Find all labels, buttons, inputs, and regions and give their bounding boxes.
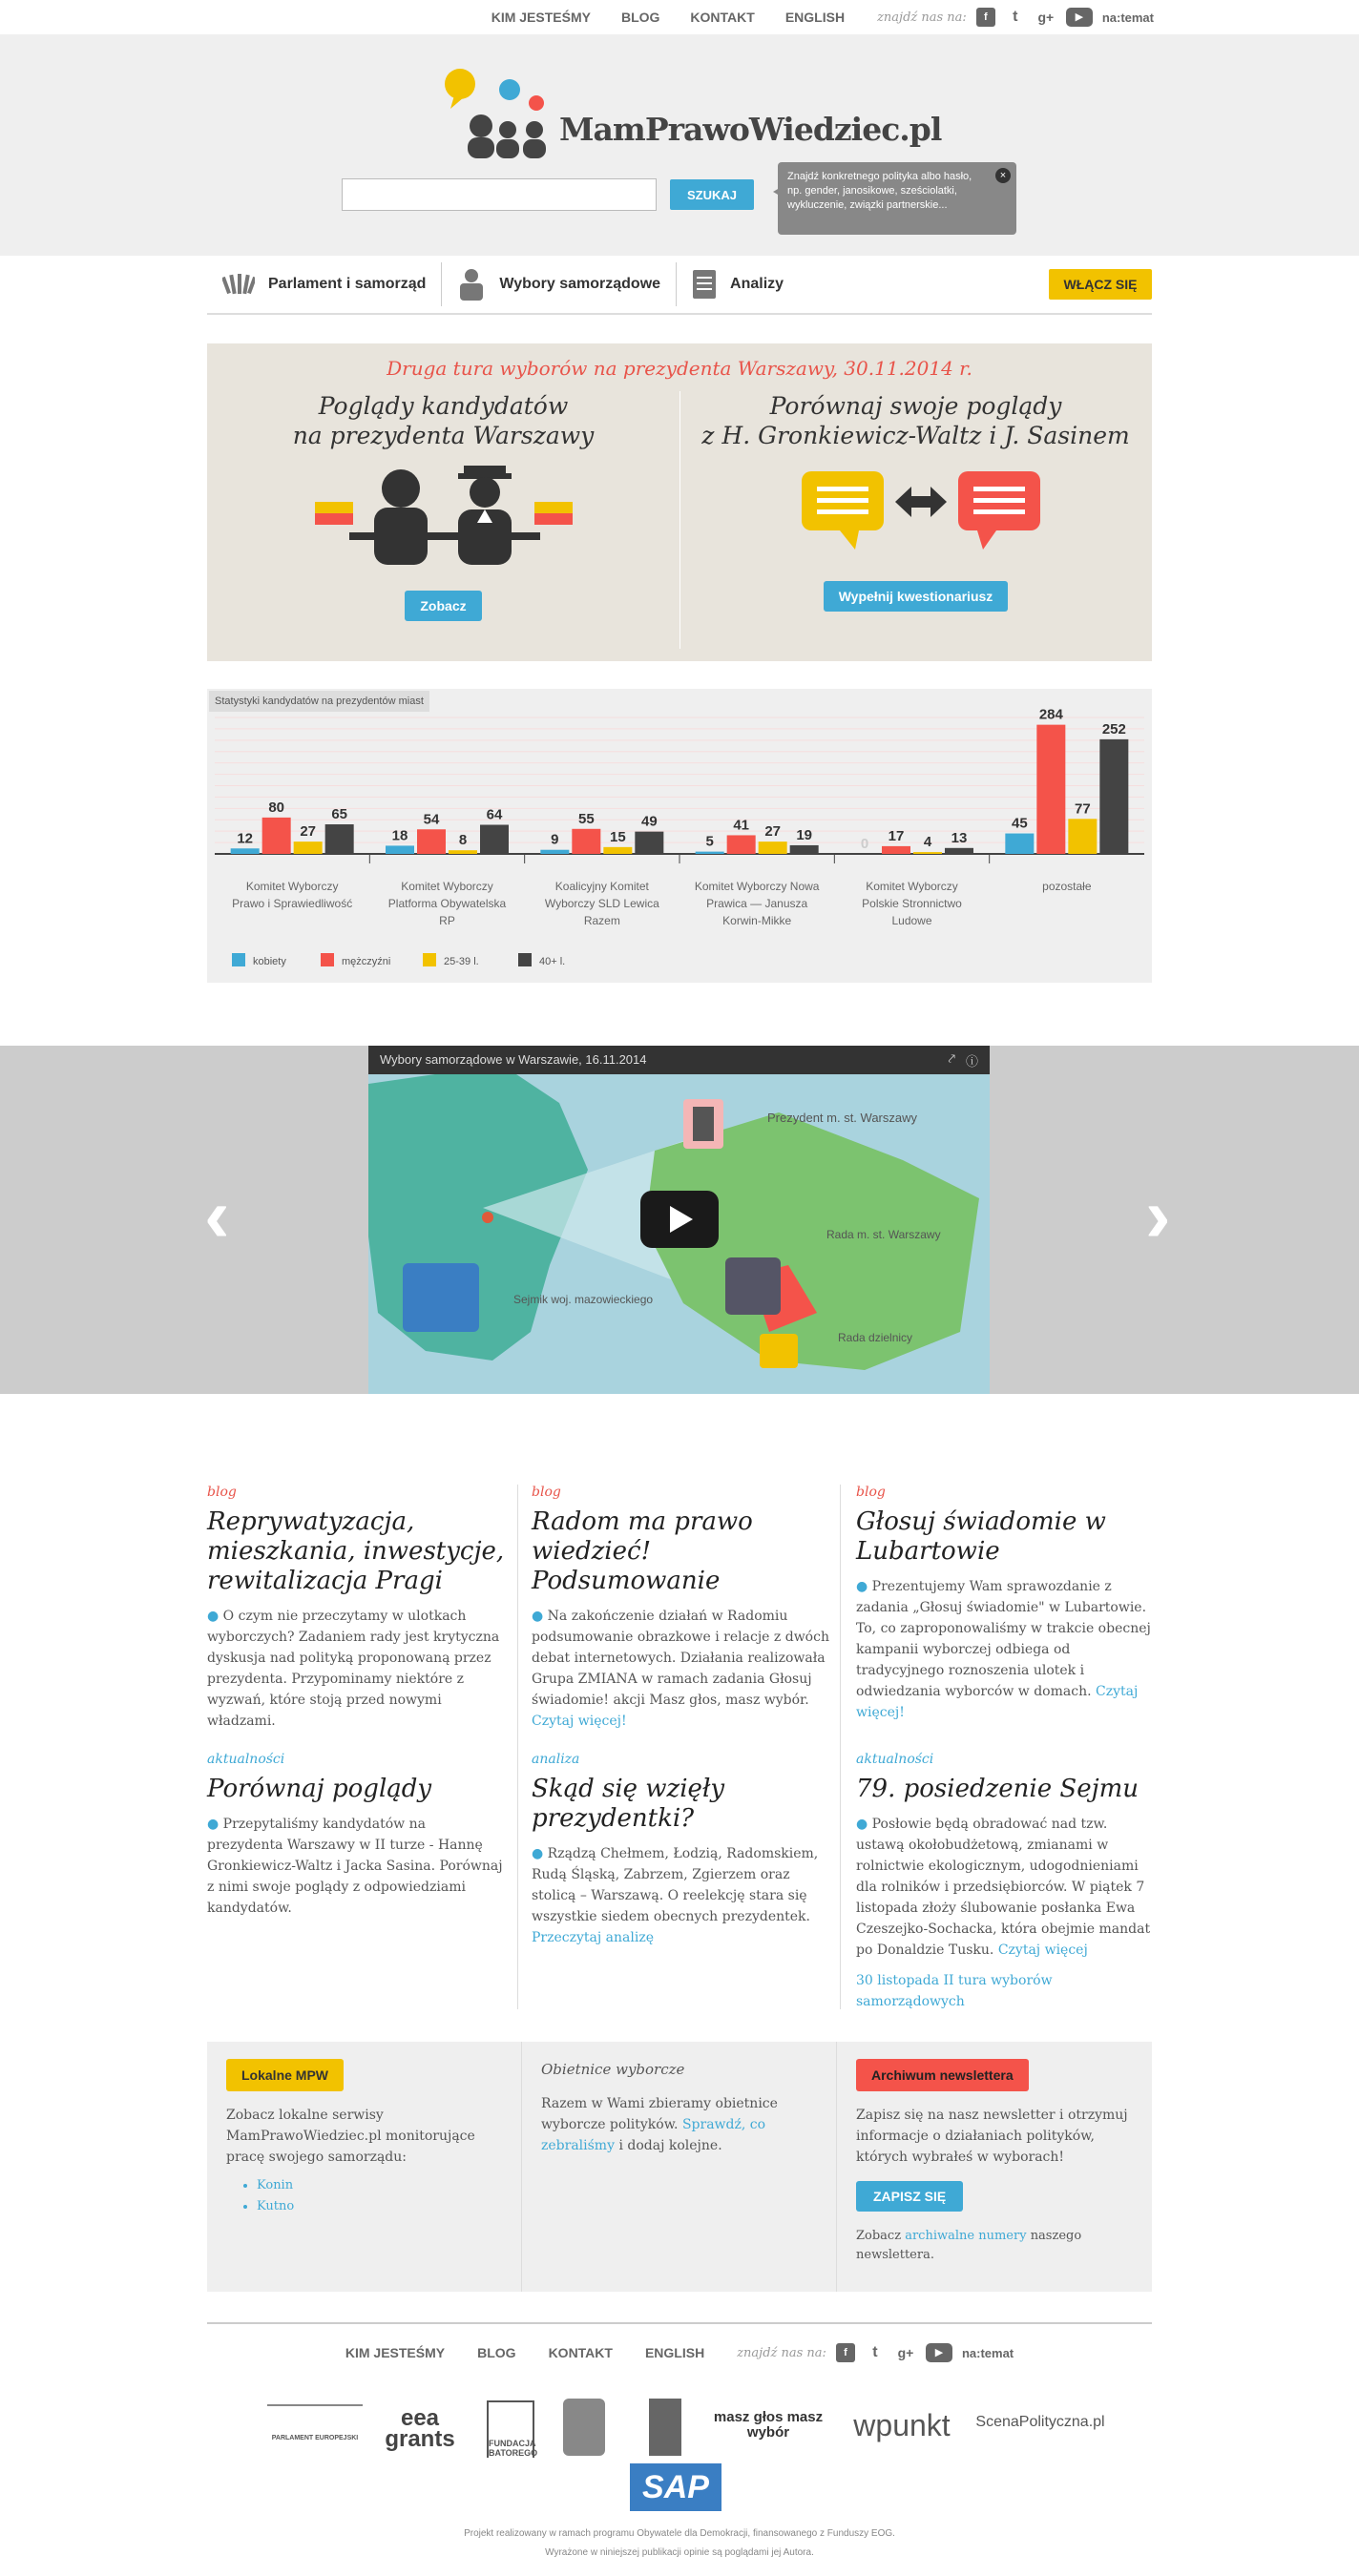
facebook-icon[interactable]: f (836, 2343, 855, 2362)
bar-value-label: 8 (458, 832, 468, 849)
legend-label: mężczyźni (342, 956, 391, 967)
video-title-bar (368, 1046, 990, 1074)
follow-label: znajdź nas na: (877, 10, 967, 25)
chart-bar (325, 824, 354, 854)
bar-value-label: 13 (951, 829, 968, 846)
legend-label: 40+ l. (539, 956, 566, 967)
article-text: Na zakończenie działań w Radomiu podsumowanie obrazkowe i relacje z dwóch debat internetowych. Działania realizowała Grupa ZMIANA w ramach zadania Głosuj świadomie! akcji Masz głos, masz wybór. (532, 1609, 829, 1708)
bar-value-label: 18 (391, 827, 408, 844)
article-card (532, 1752, 847, 1948)
promises-link[interactable]: Sprawdź, co zebraliśmy (541, 2117, 766, 2153)
nav-analyses[interactable] (677, 262, 799, 306)
category-label: Polskie Stronnictwo (862, 897, 962, 910)
sponsor-wpunkt-logo[interactable]: wpunkt (853, 2408, 951, 2442)
category-label: RP (439, 914, 455, 927)
top-nav-blog[interactable]: BLOG (620, 10, 660, 25)
youtube-icon[interactable]: ▶ (926, 2343, 952, 2362)
chart-bar (480, 824, 509, 854)
chart-bar (696, 852, 724, 854)
search-input[interactable] (342, 178, 657, 211)
video-play-icon[interactable] (640, 1191, 719, 1248)
video-title: Wybory samorządowe w Warszawie, 16.11.2014 (380, 1052, 647, 1067)
election-title: Druga tura wyborów na prezydenta Warszawy, 30.11.2014 r. (387, 357, 972, 380)
article-text: Posłowie będą obradować nad tzw. ustawą okołobudżetową, zmianami w rolnictwie ekologicznym, udogodnieniami dla rolników i przedsiębiorców. W piątek 7 listopada złoży ślubowanie posłanka Ewa Czeszejko-Sochacka, która obejmie mandat po Donaldzie Tusku. (856, 1817, 1151, 1958)
chart-bar (417, 829, 446, 854)
compare-views-panel (680, 391, 1152, 649)
local-link-konin[interactable]: • Konin (257, 2175, 502, 2196)
read-more-link[interactable]: Przeczytaj analizę (532, 1930, 654, 1945)
chart-bar (882, 846, 910, 854)
article-title[interactable]: Radom ma prawo wiedzieć! Podsumowanie (532, 1507, 753, 1595)
chart-bar (1005, 834, 1034, 854)
chart-bar (759, 841, 787, 854)
stats-chart (207, 689, 1152, 983)
promises-text: Razem w Wami zbieramy obietnice wyborcze polityków. (541, 2096, 778, 2132)
bar-value-label: 5 (705, 833, 714, 850)
sponsor-logos (248, 2395, 1107, 2519)
category-label: Razem (583, 914, 620, 927)
natemat-icon[interactable]: na:temat (1101, 10, 1154, 25)
join-button[interactable]: WŁĄCZ SIĘ (1049, 269, 1152, 300)
comment-icon: ● (532, 1609, 548, 1624)
logo-people-icon (441, 63, 565, 168)
promises-tail: i dodaj kolejne. (618, 2138, 722, 2153)
bar-value-label: 55 (577, 810, 595, 827)
legend-label: kobiety (253, 956, 286, 967)
google-plus-icon[interactable]: g+ (897, 2345, 914, 2360)
bar-value-label: 27 (764, 823, 782, 841)
main-nav (207, 256, 1152, 315)
bar-value-label: 9 (551, 831, 559, 848)
chart-bar (262, 818, 291, 854)
comment-icon: ● (856, 1817, 872, 1832)
sponsor-scenapolityczna-logo[interactable]: ScenaPolityczna.pl (975, 2414, 1105, 2430)
promises-title: Obietnice wyborcze (541, 2061, 685, 2078)
bar-value-label: 27 (300, 823, 317, 841)
subscribe-button[interactable]: ZAPISZ SIĘ (856, 2181, 963, 2212)
video-label-district: Rada dzielnicy (838, 1331, 913, 1344)
comment-icon: ● (856, 1579, 872, 1594)
candidates-heading-2: na prezydenta Warszawy (292, 422, 595, 449)
election-banner (207, 343, 1152, 661)
chart-bar (294, 841, 323, 854)
bar-value-label: 65 (331, 806, 348, 823)
see-candidates-button[interactable]: Zobacz (405, 591, 481, 621)
category-label: Prawica — Janusza (706, 897, 808, 910)
local-mpw-text: Zobacz lokalne serwisy MamPrawoWiedziec.pl monitorujące pracę swojego samorządu: (226, 2108, 475, 2165)
prev-arrow-icon[interactable]: ‹ (204, 1173, 230, 1257)
chart-bar (913, 852, 942, 854)
article-text: Rządzą Chełmem, Łodzią, Radomskiem, Rudą Śląską, Zabrzem, Zgierzem oraz stolicą – Warszawą. O reelekcję stara się wszystkie siedem obecnych prezydentek. (532, 1846, 819, 1924)
parliament-icon (222, 271, 255, 298)
bar-value-label: 12 (237, 830, 254, 847)
chart-bar (572, 829, 600, 854)
video-thumbnail (368, 1046, 990, 1394)
compare-illustration (773, 464, 1059, 569)
bar-value-label: 45 (1011, 815, 1028, 832)
document-icon (692, 269, 717, 300)
nav-parliament[interactable] (207, 262, 442, 306)
chart-bar (449, 850, 477, 854)
legend-swatch (423, 953, 436, 966)
bar-value-label: 80 (268, 799, 285, 816)
article-card (207, 1485, 522, 1732)
read-more-link[interactable]: Czytaj więcej! (532, 1714, 627, 1729)
chart-bar (1036, 725, 1065, 854)
sponsor-batory-logo[interactable]: FUNDACJA BATOREGO (487, 2400, 534, 2458)
chart-bar (727, 835, 756, 854)
video-player[interactable] (368, 1046, 990, 1394)
search-tooltip (778, 162, 1016, 235)
nav-elections-label: Wybory samorządowe (499, 276, 661, 292)
comment-icon: ● (207, 1817, 223, 1832)
newsletter-pre: Zobacz (856, 2229, 902, 2243)
nav-elections[interactable] (442, 262, 677, 306)
newsletter-text: Zapisz się na nasz newsletter i otrzymuj informacje o działaniach polityków, których wybrałeś w wyborach! (856, 2108, 1128, 2165)
candidates-heading-1: Poglądy kandydatów (318, 392, 569, 420)
next-arrow-icon[interactable]: › (1145, 1173, 1171, 1257)
article-title[interactable]: Skąd się wzięły prezydentki? (532, 1775, 725, 1833)
chart-title: Statystyki kandydatów na prezydentów miast (209, 691, 429, 712)
promises-box (522, 2042, 837, 2292)
video-label-council: Rada m. st. Warszawy (826, 1228, 941, 1241)
facebook-icon[interactable]: f (976, 8, 995, 27)
category-label: Komitet Wyborczy (401, 880, 493, 893)
footer-credit (0, 2524, 1359, 2563)
legend-label: 25-39 l. (444, 956, 479, 967)
info-boxes (207, 2042, 1152, 2292)
footer-divider (207, 2322, 1152, 2324)
chart-bar (790, 845, 819, 854)
category-label: Komitet Wyborczy Nowa (694, 880, 820, 893)
article-title[interactable]: Głosuj świadomie w Lubartowie (856, 1507, 1106, 1566)
chart-bar (1068, 819, 1097, 854)
category-label: pozostałe (1042, 880, 1092, 893)
tooltip-text: Znajdź konkretnego polityka albo hasło, np. gender, janosikowe, sześciolatki, wykluczenie, związki partnerskie... (787, 171, 972, 211)
credit-line-2: Wyrażone w niniejszej publikacji opinie są poglądami jej Autora. (545, 2547, 814, 2558)
video-label-sejmik: Sejmik woj. mazowieckiego (513, 1293, 654, 1306)
article-card (856, 1752, 1171, 2012)
sponsor-logo[interactable] (649, 2399, 681, 2456)
newsletter-badge[interactable]: Archiwum newslettera (856, 2059, 1029, 2091)
search-button[interactable]: SZUKAJ (670, 179, 754, 210)
legend-swatch (232, 953, 245, 966)
credit-line-1: Projekt realizowany w ramach programu Obywatele dla Demokracji, finansowanego z Funduszy EOG. (464, 2528, 895, 2539)
article-text: Prezentujemy Wam sprawozdanie z zadania „Głosuj świadomie" w Lubartowie. To, co zaproponowaliśmy w trakcie obecnej kampanii wyborczej odbiega od tradycyjnego roznoszenia ulotek i odwiedzania wyborców w domach. (856, 1579, 1151, 1699)
chart-bar (635, 832, 663, 854)
chart-bar (603, 847, 632, 854)
category-label: Ludowe (891, 914, 932, 927)
bar-value-label: 41 (733, 817, 750, 834)
local-link-kutno[interactable]: • Kutno (257, 2196, 502, 2217)
article-category[interactable]: aktualności (856, 1752, 934, 1767)
close-icon[interactable]: × (995, 168, 1011, 183)
social-links (976, 8, 1154, 27)
article-category[interactable]: analiza (532, 1752, 580, 1767)
sponsor-masz-glos-logo[interactable]: masz głos masz wybór (713, 2409, 824, 2441)
twitter-icon[interactable]: t (872, 2344, 878, 2360)
bar-value-label: 64 (486, 806, 503, 823)
article-category[interactable]: blog (532, 1485, 561, 1500)
candidates-views-panel (207, 391, 680, 649)
video-carousel (0, 1046, 1359, 1394)
footer-nav-blog[interactable]: BLOG (477, 2345, 516, 2360)
category-label: Koalicyjny Komitet (554, 880, 649, 893)
footer-nav-about[interactable]: KIM JESTEŚMY (345, 2345, 446, 2360)
info-icon[interactable]: ⓘ (965, 1054, 978, 1069)
brand-name: MamPrawoWiedziec.pl (559, 111, 942, 148)
bar-value-label: 19 (796, 826, 813, 843)
top-nav (491, 10, 845, 25)
article-text: Przepytaliśmy kandydatów na prezydenta Warszawy w II turze - Hannę Gronkiewicz-Waltz i Jacka Sasina. Porównaj z nimi swoje poglądy z odpowiedziami kandydatów. (207, 1817, 503, 1916)
top-nav-english[interactable]: ENGLISH (784, 10, 846, 25)
top-nav-contact[interactable]: KONTAKT (690, 10, 755, 25)
article-category[interactable]: blog (207, 1485, 237, 1500)
google-plus-icon[interactable]: g+ (1037, 10, 1055, 25)
youtube-icon[interactable]: ▶ (1066, 8, 1093, 27)
article-card (856, 1485, 1171, 1723)
newsletter-archive-link[interactable]: archiwalne numery (905, 2229, 1027, 2243)
legend-swatch (518, 953, 532, 966)
comment-icon: ● (532, 1846, 548, 1861)
bar-value-label: 54 (423, 811, 440, 828)
footer-follow-label: znajdź nas na: (737, 2345, 826, 2360)
legend-swatch (321, 953, 334, 966)
sponsor-eu-parliament-logo[interactable]: PARLAMENT EUROPEJSKI (267, 2404, 363, 2441)
bar-value-label: 284 (1038, 706, 1063, 723)
comment-icon: ● (207, 1609, 223, 1624)
election-round-link[interactable]: 30 listopada II tura wyborów samorządowych (856, 1973, 1053, 2009)
footer-nav-english[interactable]: ENGLISH (644, 2345, 705, 2360)
bar-value-label: 49 (640, 813, 658, 830)
bar-value-label: 15 (609, 828, 626, 845)
chart-bar (540, 850, 569, 854)
read-more-link[interactable]: Czytaj więcej (997, 1942, 1088, 1958)
newsletter-box (837, 2042, 1152, 2292)
newsletter-post: naszego newslettera. (856, 2229, 1082, 2262)
article-card (207, 1752, 522, 1919)
compare-heading-2: z H. Gronkiewicz-Waltz i J. Sasinem (701, 422, 1130, 449)
candidate-icon (457, 268, 486, 301)
category-label: Prawo i Sprawiedliwość (232, 897, 353, 910)
twitter-icon[interactable]: t (1013, 9, 1018, 25)
local-mpw-box (207, 2042, 522, 2292)
category-label: Wyborczy SLD Lewica (544, 897, 659, 910)
nav-analyses-label: Analizy (730, 276, 784, 292)
header (0, 34, 1359, 256)
sponsor-sap-logo[interactable]: SAP (630, 2463, 721, 2511)
article-title[interactable]: Reprywatyzacja, mieszkania, inwestycje, rewitalizacja Pragi (207, 1507, 505, 1595)
category-label: Korwin-Mikke (722, 914, 792, 927)
sponsor-eea-grants-logo[interactable]: eea grants (385, 2405, 455, 2452)
article-title[interactable]: Porównaj poglądy (207, 1775, 432, 1803)
share-icon[interactable]: ⤤ (948, 1051, 955, 1066)
top-bar (0, 0, 1359, 34)
chart-bar (1099, 739, 1128, 854)
bar-value-label: 4 (923, 834, 932, 851)
top-nav-about[interactable]: KIM JESTEŚMY (491, 10, 591, 25)
natemat-icon[interactable]: na:temat (961, 2345, 1014, 2360)
article-category[interactable]: aktualności (207, 1752, 285, 1767)
local-mpw-badge[interactable]: Lokalne MPW (226, 2059, 344, 2091)
chart-bar (386, 845, 414, 854)
article-category[interactable]: blog (856, 1485, 886, 1500)
footer-nav (0, 2343, 1359, 2362)
bar-value-label: 252 (1101, 720, 1126, 737)
video-label-president: Prezydent m. st. Warszawy (767, 1111, 917, 1125)
compare-heading-1: Porównaj swoje poglądy (769, 392, 1062, 420)
bar-value-label: 0 (860, 836, 869, 852)
category-label: Platforma Obywatelska (387, 897, 507, 910)
article-text: O czym nie przeczytamy w ulotkach wyborczych? Zadaniem rady jest krytyczna dyskusja nad polityką proponowaną przez prezydenta. Przypominamy niektóre z wyzwań, które stoją przed nowymi władzami. (207, 1609, 500, 1729)
read-more-link[interactable]: Czytaj więcej! (856, 1684, 1139, 1720)
sponsor-logo[interactable] (563, 2399, 605, 2456)
article-title[interactable]: 79. posiedzenie Sejmu (856, 1775, 1139, 1803)
stats-chart-panel (207, 689, 1152, 983)
footer-social-links (836, 2343, 1014, 2362)
bar-value-label: 17 (888, 827, 905, 844)
chart-bar (231, 848, 260, 854)
bar-value-label: 77 (1074, 800, 1091, 818)
category-label: Komitet Wyborczy (866, 880, 958, 893)
article-card (532, 1485, 847, 1732)
fill-questionnaire-button[interactable]: Wypełnij kwestionariusz (824, 581, 1009, 612)
category-label: Komitet Wyborczy (245, 880, 339, 893)
logo[interactable] (441, 63, 942, 168)
chart-bar (945, 848, 973, 854)
footer-nav-contact[interactable]: KONTAKT (548, 2345, 613, 2360)
candidates-illustration (315, 466, 573, 571)
nav-parliament-label: Parlament i samorząd (268, 276, 427, 292)
